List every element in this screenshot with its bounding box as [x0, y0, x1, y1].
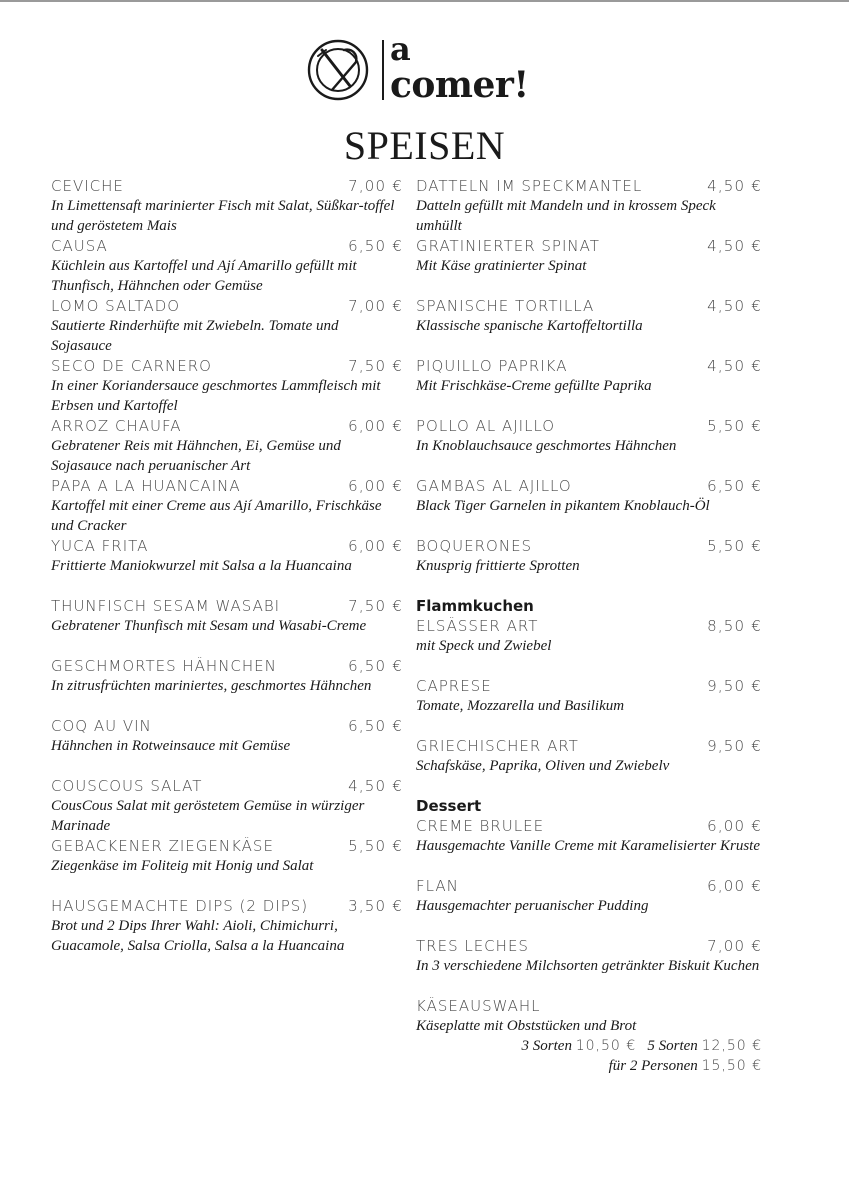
menu-item [416, 536, 762, 596]
menu-item [51, 356, 403, 416]
menu-item-header [416, 296, 762, 316]
logo-text-line2: comer! [390, 64, 529, 106]
menu-item-name: PAPA A LA HUANCAINA [51, 477, 241, 495]
menu-item [416, 476, 762, 536]
menu-item-description: Hähnchen in Rotweinsauce mit Gemüse [51, 738, 291, 754]
plate-fork-knife-icon [306, 38, 370, 102]
menu-item-header [51, 656, 403, 676]
menu-item-name: CREME BRULEE [416, 817, 545, 835]
menu-item [51, 536, 403, 596]
menu-item-header [51, 296, 403, 316]
menu-item-price: 6,50 € [348, 657, 403, 675]
menu-item-name: GESCHMORTES HÄHNCHEN [51, 657, 277, 675]
menu-item-name: GRATINIERTER SPINAT [416, 237, 600, 255]
menu-item [416, 816, 762, 876]
menu-item [51, 836, 403, 896]
menu-item-description: In einer Koriandersauce geschmortes Lammfleisch mit Erbsen und Kartoffel [51, 378, 381, 414]
size-label: 3 Sorten [521, 1038, 572, 1054]
menu-item-name: DATTELN IM SPECKMANTEL [416, 177, 643, 195]
menu-item-description: Sautierte Rinderhüfte mit Zwiebeln. Tomate und Sojasauce [51, 318, 339, 354]
menu-item-header [51, 236, 403, 256]
menu-item-price: 9,50 € [707, 677, 762, 695]
menu-item-price: 5,50 € [348, 837, 403, 855]
menu-item-header [416, 416, 762, 436]
menu-item-description: Mit Käse gratinierter Spinat [416, 258, 587, 274]
menu-item-description: CousCous Salat mit geröstetem Gemüse in würziger Marinade [51, 798, 365, 834]
menu-item-description: Knusprig frittierte Sprotten [416, 558, 580, 574]
menu-item-header [51, 476, 403, 496]
menu-item-description: Datteln gefüllt mit Mandeln und in krossem Speck umhüllt [416, 198, 716, 234]
menu-item-description: In Knoblauchsauce geschmortes Hähnchen [416, 438, 677, 454]
menu-item-description: Kartoffel mit einer Creme aus Ají Amarillo, Frischkäse und Cracker [51, 498, 382, 534]
menu-item-description: Hausgemachter peruanischer Pudding [416, 898, 649, 914]
menu-item-price: 5,50 € [707, 417, 762, 435]
menu-item-description: In Limettensaft marinierter Fisch mit Salat, Süßkar-toffel und geröstetem Mais [51, 198, 395, 234]
menu-item-name: CAPRESE [416, 677, 492, 695]
menu-item-description: Ziegenkäse im Foliteig mit Honig und Salat [51, 858, 314, 874]
menu-item-price: 7,00 € [707, 937, 762, 955]
menu-item [51, 416, 403, 476]
menu-item-price: 6,00 € [707, 877, 762, 895]
menu-item [51, 236, 403, 296]
menu-item-description: Tomate, Mozzarella und Basilikum [416, 698, 625, 714]
menu-item-description: Black Tiger Garnelen in pikantem Knoblauch-Öl [416, 498, 710, 514]
menu-item-description: Käseplatte mit Obststücken und Brot [416, 1018, 637, 1034]
menu-item-price: 4,50 € [707, 297, 762, 315]
menu-item-description: Schafskäse, Paprika, Oliven und Zwiebelv [416, 758, 670, 774]
menu-item-description: Frittierte Maniokwurzel mit Salsa a la Huancaina [51, 558, 352, 574]
menu-item-name: GEBACKENER ZIEGENKÄSE [51, 837, 274, 855]
menu-item-name: COUSCOUS SALAT [51, 777, 203, 795]
menu-item-name: LOMO SALTADO [51, 297, 181, 315]
menu-item-header [416, 936, 762, 956]
menu-item-header [416, 996, 762, 1016]
menu-item-price: 5,50 € [707, 537, 762, 555]
page-title: SPEISEN [343, 123, 506, 168]
menu-item-price: 6,50 € [348, 717, 403, 735]
menu-item-price: 6,00 € [707, 817, 762, 835]
menu-item-price: 4,50 € [707, 357, 762, 375]
menu-item-description: mit Speck und Zwiebel [416, 638, 552, 654]
menu-item-price: 8,50 € [707, 617, 762, 635]
section-heading-flammkuchen: Flammkuchen [416, 597, 534, 615]
menu-item-name: CEVICHE [51, 177, 124, 195]
menu-item-description: Gebratener Reis mit Hähnchen, Ei, Gemüse und Sojasauce nach peruanischer Art [51, 438, 341, 474]
menu-item-header [416, 236, 762, 256]
menu-item [51, 476, 403, 536]
menu-item-header [51, 536, 403, 556]
menu-item-header [51, 776, 403, 796]
menu-item-price: 6,00 € [348, 537, 403, 555]
menu-item-description: Klassische spanische Kartoffeltortilla [416, 318, 643, 334]
menu-item [51, 176, 403, 236]
menu-item-name: SECO DE CARNERO [51, 357, 212, 375]
menu-item-header [416, 736, 762, 756]
menu-item-price: 7,50 € [348, 597, 403, 615]
menu-item-name: HAUSGEMACHTE DIPS (2 DIPS) [51, 897, 309, 915]
menu-item [51, 896, 403, 956]
menu-item-header [416, 536, 762, 556]
menu-item-kaeseauswahl [416, 996, 762, 1074]
menu-item-name: POLLO AL AJILLO [416, 417, 556, 435]
menu-item-header [416, 676, 762, 696]
menu-item-price: 7,50 € [348, 357, 403, 375]
menu-item-name: TRES LECHES [416, 937, 529, 955]
menu-item-header [416, 176, 762, 196]
menu-item-name: BOQUERONES [416, 537, 533, 555]
menu-item-header [51, 596, 403, 616]
menu-item [416, 176, 762, 236]
menu-item-price: 7,00 € [348, 177, 403, 195]
menu-item-name: PIQUILLO PAPRIKA [416, 357, 568, 375]
menu-item-header [416, 876, 762, 896]
menu-item-name: ELSÄSSER ART [416, 617, 539, 635]
menu-item-description: Brot und 2 Dips Ihrer Wahl: Aioli, Chimichurri, Guacamole, Salsa Criolla, Salsa a la Huancaina [51, 918, 345, 954]
menu-item-header [51, 896, 403, 916]
size-price: 10,50 € [575, 1038, 637, 1054]
menu-item [416, 356, 762, 416]
menu-item-name: YUCA FRITA [51, 537, 149, 555]
menu-column-right [416, 176, 762, 1074]
menu-item-price: 4,50 € [707, 237, 762, 255]
menu-item-name: SPANISCHE TORTILLA [416, 297, 595, 315]
size-label: 5 Sorten [647, 1038, 698, 1054]
menu-item-name: FLAN [416, 877, 459, 895]
menu-item [416, 736, 762, 796]
menu-item [416, 676, 762, 736]
size-price: 12,50 € [701, 1038, 762, 1054]
menu-item [416, 616, 762, 676]
menu-item-price: 6,00 € [348, 477, 403, 495]
menu-item [416, 876, 762, 936]
menu-item-price: 6,50 € [707, 477, 762, 495]
menu-item-price: 3,50 € [348, 897, 403, 915]
menu-item-header [51, 356, 403, 376]
menu-item-description: Mit Frischkäse-Creme gefüllte Paprika [416, 378, 652, 394]
menu-item-name: ARROZ CHAUFA [51, 417, 182, 435]
menu-item [416, 416, 762, 476]
logo-divider [382, 40, 384, 100]
logo-text-line1: a [390, 30, 411, 68]
menu-item-price: 4,50 € [707, 177, 762, 195]
size-label: für 2 Personen [608, 1058, 698, 1074]
menu-item-price: 4,50 € [348, 777, 403, 795]
menu-item-name: THUNFISCH SESAM WASABI [51, 597, 281, 615]
menu-column-left [51, 176, 403, 956]
menu-item-price: 6,00 € [348, 417, 403, 435]
size-options-row1 [416, 1036, 762, 1056]
menu-item [51, 656, 403, 716]
menu-item-header [51, 176, 403, 196]
menu-item-header [416, 816, 762, 836]
menu-item-header [51, 716, 403, 736]
menu-item [416, 296, 762, 356]
menu-item [416, 936, 762, 996]
menu-item-description: In 3 verschiedene Milchsorten getränkter Biskuit Kuchen [416, 958, 760, 974]
menu-item-name: GAMBAS AL AJILLO [416, 477, 572, 495]
menu-item-header [416, 476, 762, 496]
menu-item-name: CAUSA [51, 237, 108, 255]
section-heading-dessert: Dessert [416, 797, 482, 815]
menu-item-name: KÄSEAUSWAHL [416, 997, 541, 1015]
menu-item [51, 716, 403, 776]
menu-item-description: Hausgemachte Vanille Creme mit Karamelisierter Kruste [416, 838, 760, 854]
menu-item [51, 776, 403, 836]
menu-item-description: Küchlein aus Kartoffel und Ají Amarillo gefüllt mit Thunfisch, Hähnchen oder Gemüse [51, 258, 357, 294]
menu-item-price: 7,00 € [348, 297, 403, 315]
size-options-row2 [416, 1056, 762, 1076]
restaurant-logo [306, 30, 536, 106]
menu-item-header [51, 416, 403, 436]
menu-item-header [416, 356, 762, 376]
menu-item-price: 6,50 € [348, 237, 403, 255]
size-price: 15,50 € [701, 1058, 762, 1074]
menu-item-description: In zitrusfrüchten mariniertes, geschmortes Hähnchen [51, 678, 372, 694]
menu-item-name: GRIECHISCHER ART [416, 737, 579, 755]
menu-item-name: COQ AU VIN [51, 717, 152, 735]
menu-item [416, 236, 762, 296]
menu-item-price: 9,50 € [707, 737, 762, 755]
menu-item-description: Gebratener Thunfisch mit Sesam und Wasabi-Creme [51, 618, 367, 634]
top-divider [0, 0, 849, 2]
menu-item-header [416, 616, 762, 636]
menu-item [51, 296, 403, 356]
menu-item-header [51, 836, 403, 856]
menu-item [51, 596, 403, 656]
